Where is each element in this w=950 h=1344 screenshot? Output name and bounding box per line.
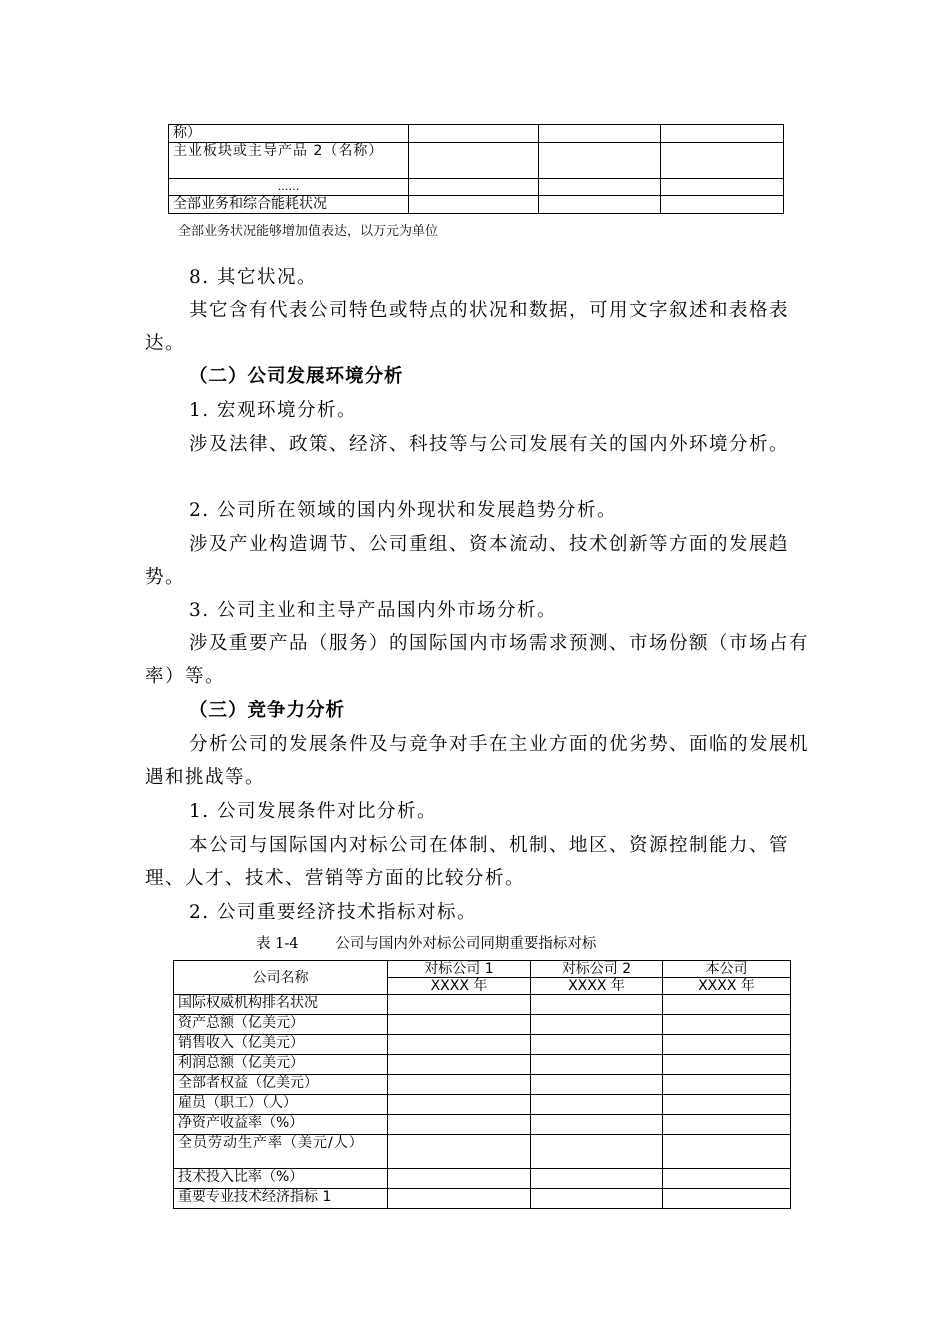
table-row <box>169 125 784 143</box>
table-note: 全部业务状况能够增加值表达，以万元为单位 <box>178 224 439 239</box>
column-header: 本公司 <box>663 961 791 978</box>
heading: （二）公司发展环境分析 <box>189 366 404 387</box>
section-title: 1. 公司发展条件对比分析。 <box>189 801 438 822</box>
header-company-name: 公司名称 <box>174 961 388 995</box>
row-label: 资产总额（亿美元） <box>174 1015 388 1035</box>
row-label: 全员劳动生产率（美元/人） <box>174 1135 388 1169</box>
energy-table <box>168 124 784 214</box>
heading: （三）竞争力分析 <box>189 700 346 721</box>
table-row <box>169 196 784 214</box>
paragraph: 涉及产业构造调节、公司重组、资本流动、技术创新等方面的发展趋势。 <box>145 534 790 588</box>
table-row <box>174 1189 791 1209</box>
table-row <box>174 1115 791 1135</box>
table-header-row <box>174 961 791 978</box>
row-label: …… <box>169 179 409 196</box>
paragraph: 其它含有代表公司特色或特点的状况和数据，可用文字叙述和表格表达。 <box>145 300 790 354</box>
table-row <box>174 1055 791 1075</box>
table-row <box>174 1035 791 1055</box>
paragraph: 本公司与国际国内对标公司在体制、机制、地区、资源控制能力、管理、人才、技术、营销等方面的比较分析。 <box>145 835 790 889</box>
table-row <box>174 1135 791 1169</box>
table-row <box>174 1095 791 1115</box>
row-label: 销售收入（亿美元） <box>174 1035 388 1055</box>
table-row <box>174 1075 791 1095</box>
table-row <box>174 1015 791 1035</box>
row-label: 国际权威机构排名状况 <box>174 995 388 1015</box>
table-caption: 表 1-4 公司与国内外对标公司同期重要指标对标 <box>256 936 597 952</box>
column-header: 对标公司 1 <box>388 961 531 978</box>
paragraph: 分析公司的发展条件及与竞争对手在主业方面的优劣势、面临的发展机遇和挑战等。 <box>145 734 810 788</box>
paragraph: 涉及法律、政策、经济、科技等与公司发展有关的国内外环境分析。 <box>189 434 790 455</box>
row-label: 全部业务和综合能耗状况 <box>169 196 409 214</box>
row-label: 重要专业技术经济指标 1 <box>174 1189 388 1209</box>
section-title: 8. 其它状况。 <box>189 267 318 288</box>
table-row <box>169 179 784 196</box>
table-row <box>169 143 784 179</box>
row-label: 利润总额（亿美元） <box>174 1055 388 1075</box>
section-title: 3. 公司主业和主导产品国内外市场分析。 <box>189 600 558 621</box>
table-row <box>174 995 791 1015</box>
year-header: XXXX 年 <box>388 978 531 995</box>
row-label: 技术投入比率（%） <box>174 1169 388 1189</box>
column-header: 对标公司 2 <box>531 961 663 978</box>
row-label: 雇员（职工）（人） <box>174 1095 388 1115</box>
row-label: 主业板块或主导产品 2（名称） <box>169 143 409 179</box>
year-header: XXXX 年 <box>531 978 663 995</box>
paragraph: 涉及重要产品（服务）的国际国内市场需求预测、市场份额（市场占有率）等。 <box>145 633 810 687</box>
section-title: 2. 公司所在领域的国内外现状和发展趋势分析。 <box>189 500 618 521</box>
section-title: 2. 公司重要经济技术指标对标。 <box>189 902 478 923</box>
benchmark-table <box>173 960 791 1209</box>
year-header: XXXX 年 <box>663 978 791 995</box>
section-title: 1. 宏观环境分析。 <box>189 400 358 421</box>
row-label: 净资产收益率（%） <box>174 1115 388 1135</box>
row-label: 称） <box>169 125 409 143</box>
row-label: 全部者权益（亿美元） <box>174 1075 388 1095</box>
table-row <box>174 1169 791 1189</box>
